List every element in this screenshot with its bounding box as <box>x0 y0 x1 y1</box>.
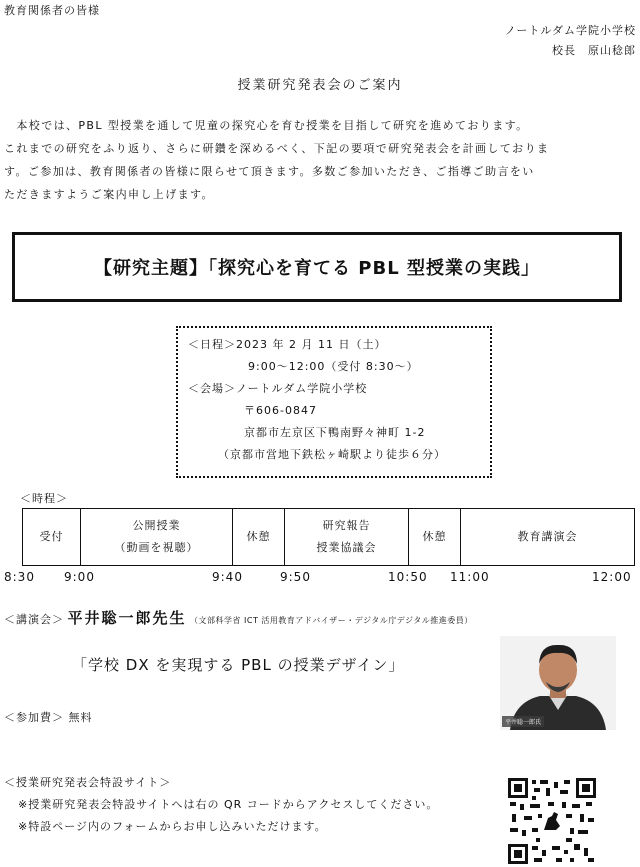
schedule-label: ＜時程＞ <box>20 492 68 505</box>
lecturer-photo <box>500 636 616 730</box>
qr-code[interactable] <box>508 778 596 864</box>
research-theme-box <box>12 232 622 302</box>
postal-code: 〒606-0847 <box>244 404 317 417</box>
date-label: ＜日程＞ <box>188 338 236 351</box>
document-title: 授業研究発表会のご案内 <box>237 78 403 93</box>
fee-row <box>4 709 93 725</box>
schedule-time: 9:40 <box>212 570 243 584</box>
schedule-time: 8:30 <box>4 570 35 584</box>
intro-line: ただきますようご案内申し上げます。 <box>4 188 214 201</box>
lecture-row <box>4 607 473 628</box>
schedule-time: 9:00 <box>64 570 95 584</box>
principal-name: 校長 原山稔郎 <box>552 44 636 57</box>
schedule-cell: 休憩 <box>409 509 461 566</box>
fee-value: 無料 <box>68 711 93 724</box>
schedule-row <box>23 509 635 566</box>
venue-label: ＜会場＞ <box>188 382 236 395</box>
venue-access: （京都市営地下鉄松ヶ崎駅より徒歩６分） <box>218 448 446 461</box>
intro-line: 本校では、PBL 型授業を通して児童の探究心を育む授業を目指して研究を進めております。 <box>4 119 529 132</box>
research-theme: 【研究主題】「探究心を育てる PBL 型授業の実践」 <box>94 258 540 279</box>
lecturer-affiliation: （文部科学省 ICT 活用教育アドバイザー・デジタル庁デジタル推進委員） <box>190 616 473 625</box>
event-date: 2023 年 2 月 11 日（土） <box>236 338 387 351</box>
schedule-time: 11:00 <box>450 570 490 584</box>
schedule-cell: 研究報告 授業協議会 <box>285 509 409 566</box>
date-row <box>188 336 386 352</box>
event-time: 9:00～12:00（受付 8:30～） <box>248 360 419 373</box>
intro-line: これまでの研究をふり返り、さらに研鑽を深めるべく、下記の要項で研究発表会を計画しておりま <box>4 142 550 155</box>
venue-row <box>188 380 367 396</box>
schedule-cell: 休憩 <box>233 509 285 566</box>
addressee: 教育関係者の皆様 <box>4 4 100 17</box>
photo-caption: 平井聡一郎氏 <box>502 716 544 727</box>
schedule-time: 12:00 <box>592 570 632 584</box>
schedule-cell: 教育講演会 <box>461 509 635 566</box>
schedule-time: 9:50 <box>280 570 311 584</box>
fee-label: ＜参加費＞ <box>4 711 64 724</box>
schedule-cell: 受付 <box>23 509 81 566</box>
schedule-table <box>22 508 635 566</box>
venue-address: 京都市左京区下鴨南野々神町 1-2 <box>244 426 426 439</box>
site-note-qr: ※授業研究発表会特設サイトへは右の QR コードからアクセスしてください。 <box>18 798 439 811</box>
school-name: ノートルダム学院小学校 <box>504 24 636 37</box>
qr-code-icon <box>508 778 596 864</box>
lecture-title: 「学校 DX を実現する PBL の授業デザイン」 <box>72 656 405 674</box>
schedule-time: 10:50 <box>388 570 428 584</box>
intro-line: す。ご参加は、教育関係者の皆様に限らせて頂きます。多数ご参加いただき、ご指導ご助言をい <box>4 165 535 178</box>
lecturer-name: 平井聡一郎先生 <box>67 609 187 627</box>
site-note-form: ※特設ページ内のフォームからお申し込みいただけます。 <box>18 820 327 833</box>
intro-paragraph <box>4 114 636 206</box>
event-info-box <box>176 326 492 478</box>
schedule-cell: 公開授業 （動画を視聴） <box>81 509 233 566</box>
site-label: ＜授業研究発表会特設サイト＞ <box>4 776 172 789</box>
venue-name: ノートルダム学院小学校 <box>236 382 368 395</box>
lecture-label: ＜講演会＞ <box>4 613 64 626</box>
